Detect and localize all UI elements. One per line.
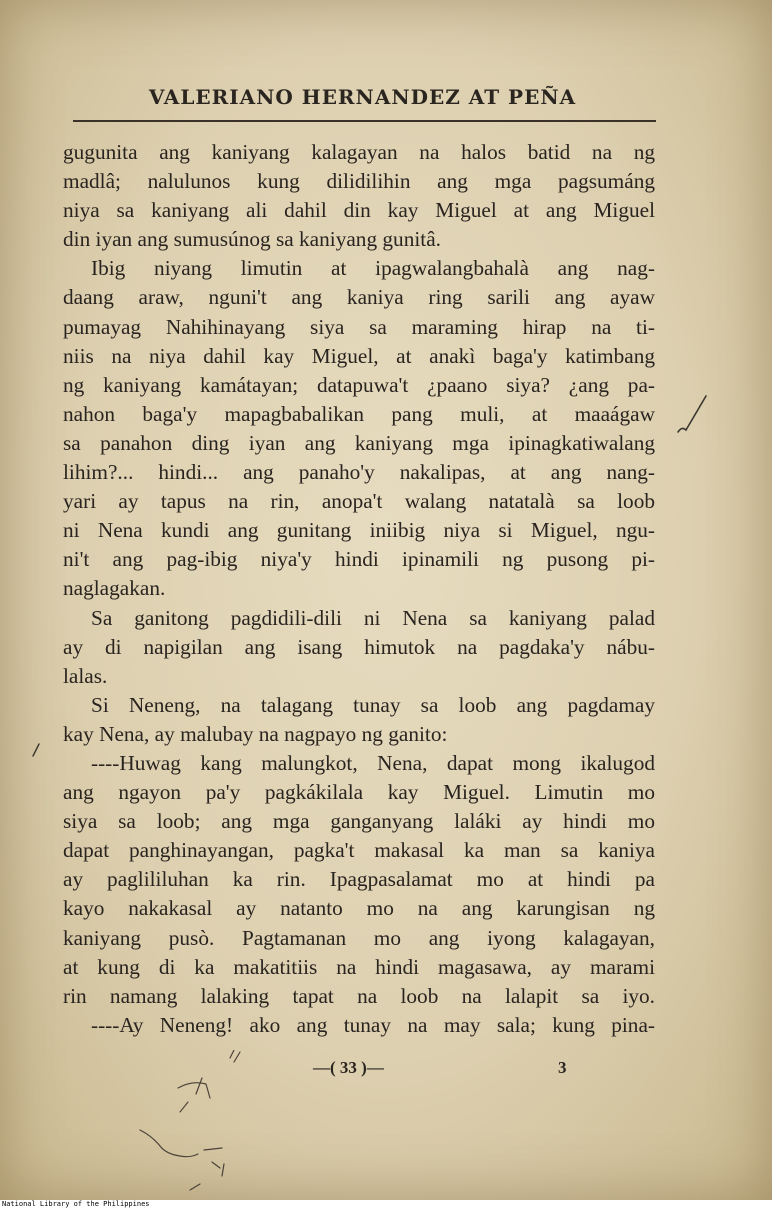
library-credit: National Library of the Philippines [2,1200,150,1208]
text-line: kay Nena, ay malubay na nagpayo ng ganito: [63,721,448,746]
text-line: Ibig niyang limutin at ipagwalangbahalà ang nag- [91,256,655,281]
page-number: —( 33 )— [313,1058,384,1077]
text-line: ay di napigilan ang isang himutok na pagdaka'y nábu- [63,634,655,659]
text-line: dapat panghinayangan, pagka't makasal ka man sa kaniya [63,838,655,863]
text-line: pumayag Nahihinayang siya sa maraming hirap na ti- [63,314,655,339]
header-rule [73,120,656,122]
body-text [63,138,655,1040]
text-line: niya sa kaniyang ali dahil din kay Miguel at ang Miguel [63,198,655,223]
pencil-scribble-icon [130,1050,270,1200]
text-line: lalas. [63,663,108,688]
text-line: daang araw, nguni't ang kaniya ring sarili ang ayaw [63,285,655,310]
text-line: Si Neneng, na talagang tunay sa loob ang pagdamay [91,692,655,717]
text-line: ang ngayon pa'y pagkákilala kay Miguel. Limutin mo [63,780,655,805]
text-line: rin namang lalaking tapat na loob na lalapit sa iyo. [63,983,655,1008]
text-line: yari ay tapus na rin, anopa't walang natatalà sa loob [63,489,655,514]
text-line: kaniyang pusò. Pagtamanan mo ang iyong kalagayan, [63,925,655,950]
text-line: madlâ; nalulunos kung dilidilihin ang mga pagsumáng [63,169,655,194]
text-line: sa panahon ding iyan ang kaniyang mga ipinagkatiwalang [63,430,655,455]
text-line: kayo nakakasal ay natanto mo na ang karungisan ng [63,896,655,921]
text-line: niis na niya dahil kay Miguel, at anakì baga'y katimbang [63,343,655,368]
signature-mark: 3 [558,1058,567,1077]
text-line: ni Nena kundi ang gunitang iniibig niya si Miguel, ngu- [63,518,655,543]
text-line: ni't ang pag-ibig niya'y hindi ipinamili ng pusong pi- [63,547,655,572]
text-line: ----Ay Neneng! ako ang tunay na may sala; kung pina- [91,1012,655,1037]
text-line: din iyan ang sumusúnog sa kaniyang gunitâ. [63,227,441,252]
text-line: ng kaniyang kamátayan; datapuwa't ¿paano siya? ¿ang pa- [63,372,655,397]
running-header: VALERIANO HERNANDEZ AT PEÑA [148,85,577,109]
text-line: ----Huwag kang malungkot, Nena, dapat mong ikalugod [91,750,655,775]
text-line: naglagakan. [63,576,166,601]
margin-check-mark-icon [672,392,712,440]
text-line: Sa ganitong pagdidili-dili ni Nena sa kaniyang palad [91,605,655,630]
text-line: siya sa loob; ang mga ganganyang laláki ay hindi mo [63,809,655,834]
text-line: gugunita ang kaniyang kalagayan na halos batid na ng [63,140,655,164]
margin-tick-icon [30,738,44,760]
text-line: nahon baga'y mapagbabalikan pang muli, at maaágaw [63,401,655,426]
text-line: lihim?... hindi... ang panaho'y nakalipas, at ang nang- [63,460,655,485]
text-line: ay paglililuhan ka rin. Ipagpasalamat mo at hindi pa [63,867,655,892]
text-line: at kung di ka makatitiis na hindi magasawa, ay marami [63,954,655,979]
